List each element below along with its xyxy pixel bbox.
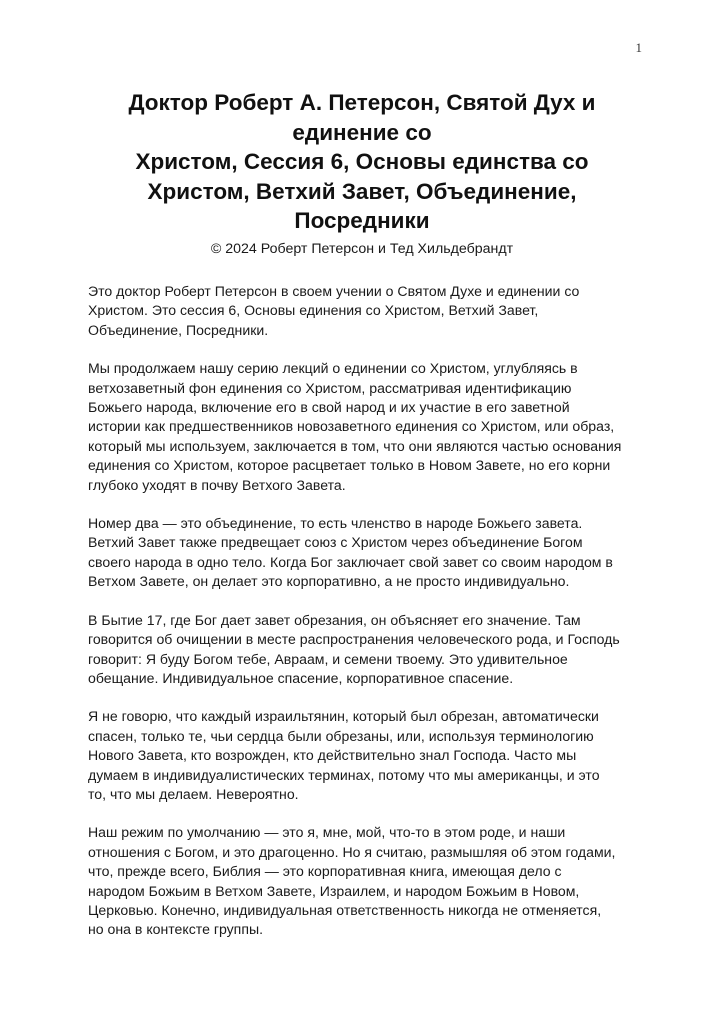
text-line: Божьего народа, включение его в свой народ и их участие в его заветной xyxy=(88,399,570,416)
text-line: Наш режим по умолчанию — это я, мне, мой, что-то в этом роде, и наши xyxy=(88,824,566,841)
text-line: что, прежде всего, Библия — это корпоративная книга, имеющая дело с xyxy=(88,863,562,880)
title-line: Доктор Роберт А. Петерсон, Святой Дух и xyxy=(128,90,596,115)
paragraph xyxy=(88,611,648,689)
document-title xyxy=(88,88,636,236)
paragraph xyxy=(88,282,648,340)
text-line: говорится об очищении в месте распространения человеческого рода, и Господь xyxy=(88,631,620,648)
title-line: Посредники xyxy=(294,208,430,233)
text-line: Мы продолжаем нашу серию лекций о единении со Христом, углубляясь в xyxy=(88,360,578,377)
text-line: но она в контексте группы. xyxy=(88,921,263,938)
text-line: Объединение, Посредники. xyxy=(88,321,269,338)
title-block xyxy=(88,88,636,259)
text-line: говорит: Я буду Богом тебе, Авраам, и семени твоему. Это удивительное xyxy=(88,650,568,667)
text-line: думаем в индивидуалистических терминах, потому что мы американцы, и это xyxy=(88,766,600,783)
text-line: отношения с Богом, и это драгоценно. Но я считаю, размышляя об этом годами, xyxy=(88,843,616,860)
text-line: обещание. Индивидуальное спасение, корпоративное спасение. xyxy=(88,669,514,686)
body-text xyxy=(88,282,648,959)
text-line: который мы используем, заключается в том, что они являются частью основания xyxy=(88,437,622,454)
paragraph xyxy=(88,707,648,804)
text-line: Христом. Это сессия 6, Основы единения со Христом, Ветхий Завет, xyxy=(88,302,539,319)
paragraph xyxy=(88,823,648,939)
text-line: то, что мы делаем. Невероятно. xyxy=(88,785,299,802)
text-line: ветхозаветный фон единения со Христом, рассматривая идентификацию xyxy=(88,379,572,396)
text-line: Ветхом Завете, он делает это корпоративно, а не просто индивидуально. xyxy=(88,573,570,590)
text-line: своего народа в одно тело. Когда Бог заключает свой завет со своим народом в xyxy=(88,553,613,570)
copyright-notice: © 2024 Роберт Петерсон и Тед Хильдебрандт xyxy=(210,240,514,257)
text-line: единения со Христом, которое расцветает только в Новом Завете, но его корни xyxy=(88,457,611,474)
paragraph xyxy=(88,514,648,592)
text-line: Церковью. Конечно, индивидуальная ответственность никогда не отменяется, xyxy=(88,901,602,918)
text-line: Я не говорю, что каждый израильтянин, который был обрезан, автоматически xyxy=(88,708,599,725)
text-line: спасен, только те, чьи сердца были обрезаны, или, используя терминологию xyxy=(88,727,594,744)
paragraph xyxy=(88,359,648,495)
text-line: глубоко уходят в почву Ветхого Завета. xyxy=(88,476,346,493)
page-number: 1 xyxy=(635,40,642,55)
text-line: Это доктор Роберт Петерсон в своем учении о Святом Духе и единении со xyxy=(88,283,580,299)
text-line: Ветхий Завет также предвещает союз с Христом через объединение Богом xyxy=(88,534,583,551)
text-line: народом Божьим в Ветхом Завете, Израилем, и народом Божьим в Новом, xyxy=(88,882,580,899)
text-line: Номер два — это объединение, то есть членство в народе Божьего завета. xyxy=(88,515,583,532)
text-line: В Бытие 17, где Бог дает завет обрезания, он объясняет его значение. Там xyxy=(88,611,581,628)
text-line: Нового Завета, кто возрожден, кто действительно знал Господа. Часто мы xyxy=(88,747,577,764)
title-line: единение со xyxy=(292,119,432,145)
title-line: Христом, Сессия 6, Основы единства со xyxy=(135,149,589,174)
title-line: Христом, Ветхий Завет, Объединение, xyxy=(147,178,577,204)
text-line: истории как предшественников новозаветного единения со Христом, или образ, xyxy=(88,418,615,435)
